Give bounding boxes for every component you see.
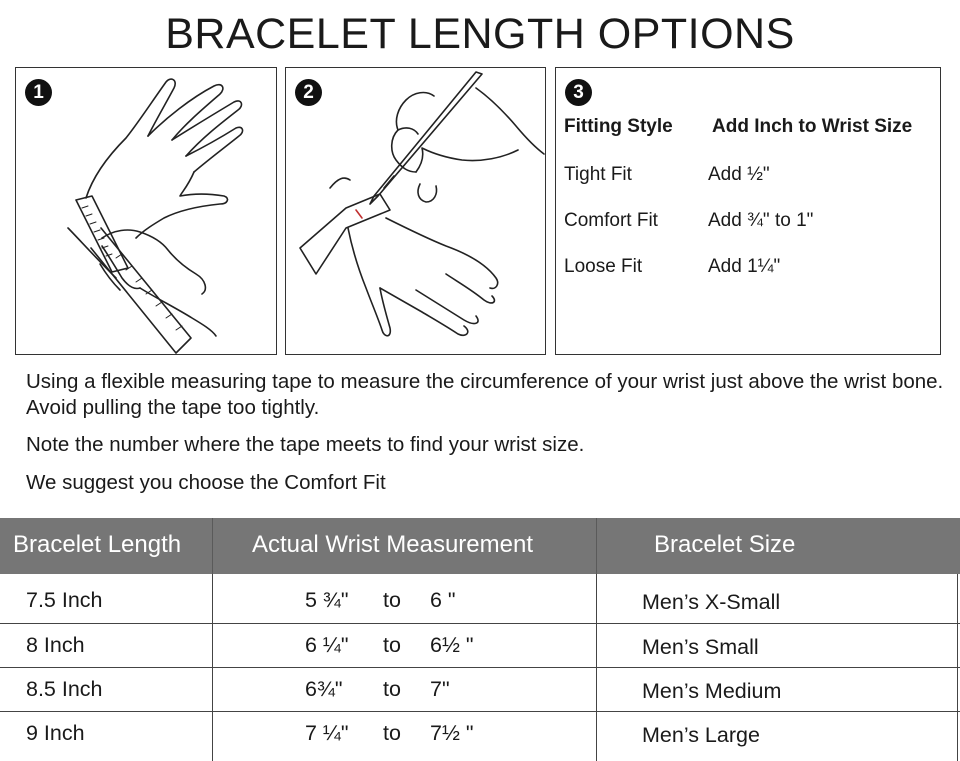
table-row [0,712,960,761]
table-row [0,624,960,668]
row-upto: 6½ " [430,633,474,657]
fitting-style: Tight Fit [564,164,632,185]
row-to: to [383,677,401,701]
row-length: 7.5 Inch [26,588,103,612]
header-wrist-measurement: Actual Wrist Measurement [252,531,533,558]
row-upto: 6 " [430,588,456,612]
row-upto: 7½ " [430,721,474,745]
size-table [0,518,960,761]
row-length: 9 Inch [26,721,85,745]
row-upto: 7" [430,677,450,701]
row-length: 8 Inch [26,633,85,657]
fitting-add: Add ¾" to 1" [708,210,814,231]
step-1-panel [15,67,277,355]
row-to: to [383,588,401,612]
row-size: Men’s Small [642,635,759,659]
table-row [0,574,960,624]
column-divider [596,574,597,761]
step-3-panel [555,67,941,355]
fitting-style: Comfort Fit [564,210,658,231]
row-size: Men’s Medium [642,679,782,703]
step-2-badge: 2 [295,79,322,106]
page-title: BRACELET LENGTH OPTIONS [165,10,795,58]
step-3-badge: 3 [565,79,592,106]
instruction-measure: Using a flexible measuring tape to measure the circumference of your wrist just above the wrist bone. Avoid pulling the tape too tightly. [26,370,944,419]
fitting-style-header: Fitting Style [564,116,673,137]
measure-wrist-illustration [16,68,278,356]
row-from: 7 ¼" [305,721,349,745]
step-1-badge: 1 [25,79,52,106]
add-inch-header: Add Inch to Wrist Size [712,116,913,137]
instruction-suggest: We suggest you choose the Comfort Fit [26,471,386,494]
fitting-add: Add ½" [708,164,770,185]
row-to: to [383,721,401,745]
table-header [0,518,960,574]
column-divider [212,574,213,761]
row-from: 6¾" [305,677,343,701]
row-size: Men’s Large [642,723,760,747]
step-2-panel [285,67,546,355]
row-from: 6 ¼" [305,633,349,657]
instruction-note: Note the number where the tape meets to find your wrist size. [26,433,585,456]
fitting-style: Loose Fit [564,256,643,277]
header-bracelet-size: Bracelet Size [654,531,796,558]
table-right-border [957,574,958,761]
header-bracelet-length: Bracelet Length [13,531,182,558]
row-size: Men’s X-Small [642,590,781,614]
table-row [0,668,960,712]
header-divider [212,518,213,574]
row-to: to [383,633,401,657]
header-divider [596,518,597,574]
fitting-add: Add 1¼" [708,256,781,277]
row-length: 8.5 Inch [26,677,103,701]
mark-tape-illustration [286,68,547,356]
row-from: 5 ¾" [305,588,349,612]
